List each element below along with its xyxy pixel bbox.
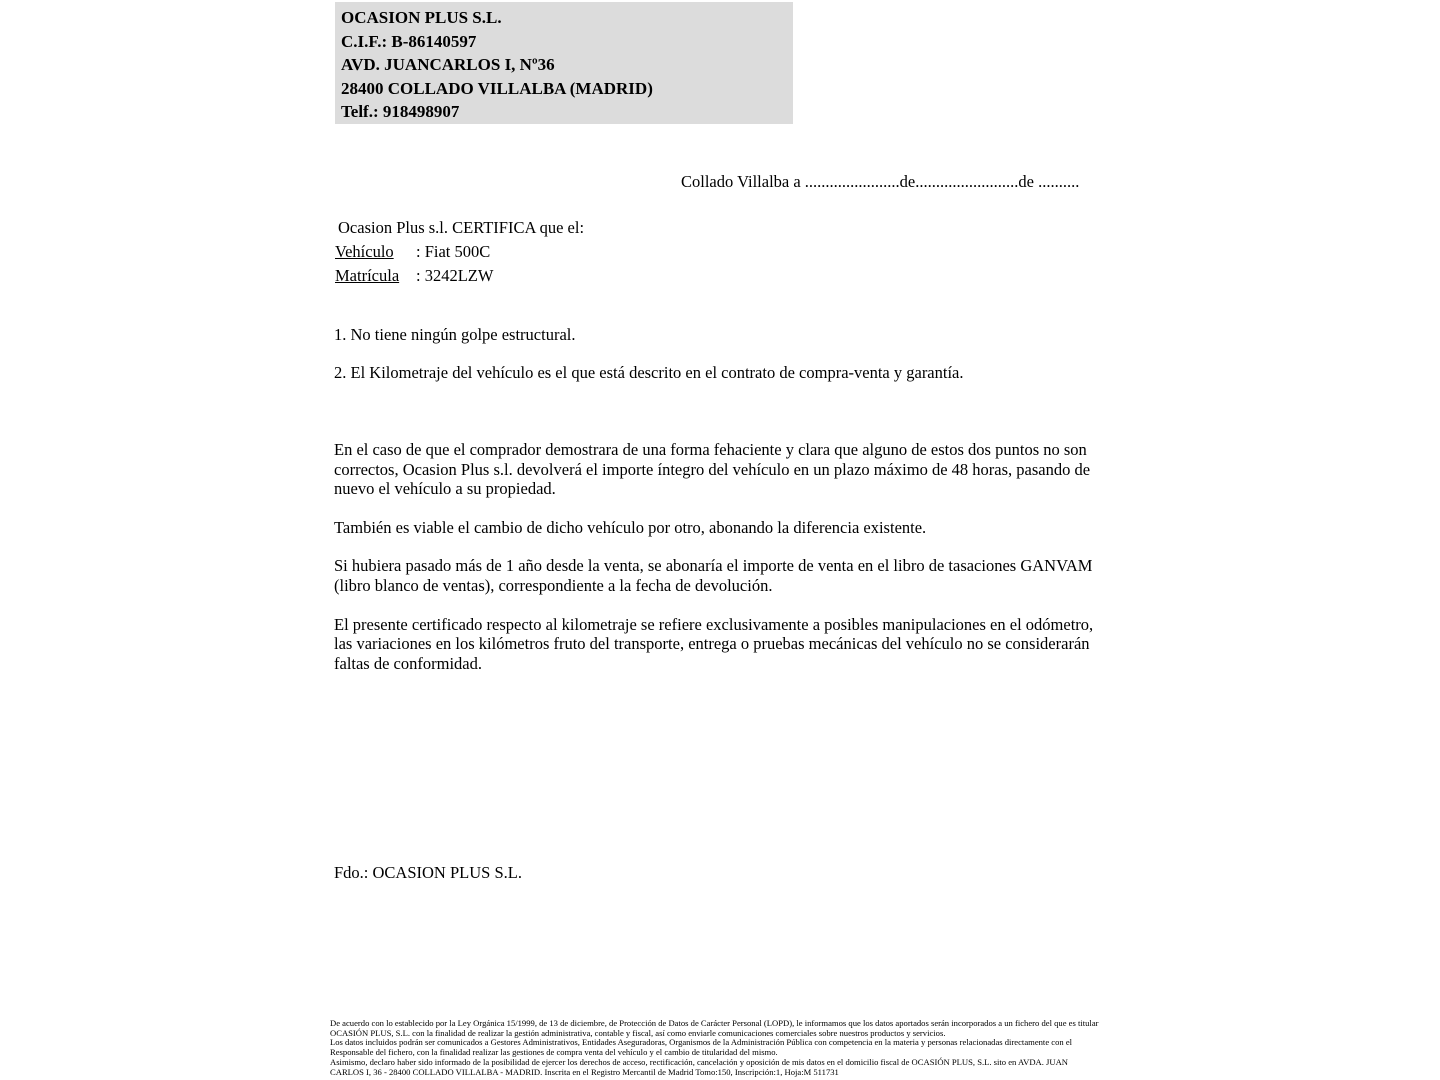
body-paragraph-refund: En el caso de que el comprador demostrara de una forma fehaciente y clara que alguno de estos dos puntos no son correctos, Ocasion Plus s.l. devolverá el importe íntegro del vehículo en un plazo máximo de 48 horas, pasando de nuevo el vehículo a su propiedad.: [334, 440, 1091, 499]
legal-text-line-1: De acuerdo con lo establecido por la Ley Orgánica 15/1999, de 13 de diciembre, de Protección de Datos de Carácter Personal (LOPD), le informamos que los datos aportados serán incorporados a un fichero del que es titular: [330, 1018, 1099, 1028]
company-phone: Telf.: 918498907: [341, 102, 460, 122]
legal-text-line-6: CARLOS I, 36 - 28400 COLLADO VILLALBA - MADRID. Inscrita en el Registro Mercantil de Madrid Tomo:150, Inscripción:1, Hoja:M 511731: [330, 1066, 839, 1077]
company-address: AVD. JUANCARLOS I, Nº36: [341, 55, 555, 75]
plate-row: [335, 264, 584, 288]
certification-block: [335, 216, 584, 288]
legal-text-line-4: Responsable del fichero, con la finalidad realizar las gestiones de compra venta del vehículo y el cambio de titularidad del mismo.: [330, 1047, 778, 1058]
legal-text-line-2: OCASIÓN PLUS, S.L. con la finalidad de realizar la gestión administrativa, contable y fiscal, así como enviarle comunicaciones comerciales sobre nuestros productos y servicios.: [330, 1027, 946, 1038]
body-paragraphs: [334, 440, 1102, 692]
legal-text-line-5: Asimismo, declaro haber sido informado de la posibilidad de ejercer los derechos de acceso, rectificación, cancelación y oposición de mis datos en el domicilio fiscal de OCASIÓN PLUS, S.L. sito en AVDA. JUAN: [330, 1056, 1069, 1067]
point-item-1: 1. No tiene ningún golpe estructural.: [334, 325, 576, 344]
vehicle-row: [335, 240, 584, 264]
vehicle-label: Vehículo: [335, 242, 394, 261]
plate-label: Matrícula: [335, 266, 400, 285]
company-cif: C.I.F.: B-86140597: [341, 31, 477, 51]
certification-points: [334, 325, 1102, 401]
legal-text-line-3: Los datos incluidos podrán ser comunicados a Gestores Administrativos, Entidades Aseguradoras, Organismos de la Administración Pública con competencia en la materia y personas relacionadas directamente con el: [330, 1037, 1073, 1048]
signature-line: Fdo.: OCASION PLUS S.L.: [334, 863, 522, 882]
point-item-2: 2. El Kilometraje del vehículo es el que está descrito en el contrato de compra-venta y garantía.: [334, 363, 964, 383]
body-paragraph-odometer: El presente certificado respecto al kilometraje se refiere exclusivamente a posibles manipulaciones en el odómetro, las variaciones en los kilómetros fruto del transporte, entrega o pruebas mecánicas del vehículo no se considerarán faltas de conformidad.: [334, 614, 1094, 673]
body-paragraph-exchange: También es viable el cambio de dicho vehículo por otro, abonando la diferencia existente.: [334, 517, 927, 537]
vehicle-value: : Fiat 500C: [416, 242, 491, 261]
body-paragraph-ganvam: Si hubiera pasado más de 1 año desde la venta, se abonaría el importe de venta en el libro de tasaciones GANVAM (libro blanco de ventas), correspondiente a la fecha de devolución.: [334, 556, 1093, 595]
company-city: 28400 COLLADO VILLALBA (MADRID): [341, 78, 653, 98]
company-header-box: [335, 2, 793, 124]
legal-fine-print: [330, 1019, 1099, 1077]
date-line: Collado Villalba a .......................de.........................de ..........: [681, 172, 1080, 191]
plate-value: : 3242LZW: [416, 266, 494, 285]
certification-intro: Ocasion Plus s.l. CERTIFICA que el:: [338, 218, 585, 237]
company-name: OCASION PLUS S.L.: [341, 8, 502, 27]
